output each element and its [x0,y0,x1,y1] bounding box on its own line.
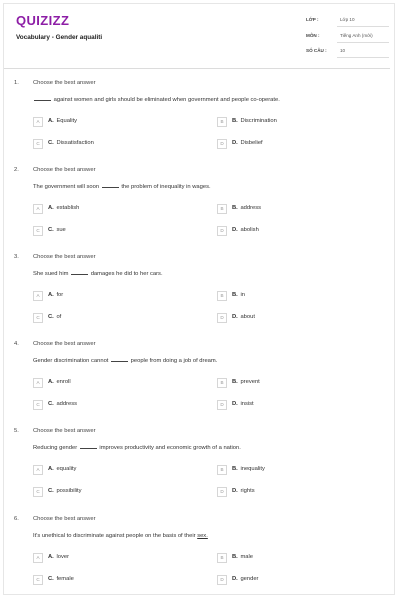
option-label: sue [56,227,66,233]
option-letter: A. [48,554,54,560]
option-label: abolish [240,227,259,233]
question-count-underline [337,57,389,58]
option-box-a[interactable]: A [33,204,43,214]
option-box-d[interactable]: D [217,139,227,149]
option-box-d[interactable]: D [217,400,227,410]
question-text-before: She sued him [33,271,69,277]
class-value: Lớp 10 [340,17,355,22]
question-text [33,445,241,451]
question-text-after: damages he did to her cars. [90,271,163,277]
option-box-d[interactable]: D [217,313,227,323]
option-box-c[interactable]: C [33,139,43,149]
option-box-d[interactable]: D [217,487,227,497]
option-letter: C. [48,576,54,582]
option-label: enroll [56,379,71,385]
question-text-before: Reducing gender [33,445,78,451]
class-label: LỚP : [306,17,319,22]
question-underlined-word: sex. [197,533,208,539]
worksheet-header [4,4,390,69]
question-number: 3. [14,254,19,260]
option-box-d[interactable]: D [217,575,227,585]
option-box-c[interactable]: C [33,575,43,585]
option-letter: D. [232,488,238,494]
question-text [33,271,163,277]
option-label: gender [240,576,259,582]
option-label: female [56,576,74,582]
question-instruction: Choose the best answer [33,254,96,260]
option-box-c[interactable]: C [33,313,43,323]
answer-blank [80,448,97,449]
question-number: 6. [14,516,19,522]
option-label: of [56,314,62,320]
question-count-label: SỐ CÂU : [306,48,327,53]
question-2 [0,167,400,253]
question-1 [0,80,400,166]
option-label: establish [56,205,80,211]
option-label: Equality [56,118,78,124]
option-letter: C. [48,401,54,407]
question-text [33,184,211,190]
option-label: Discrimination [240,118,277,124]
question-number: 4. [14,341,19,347]
answer-blank [102,187,119,188]
question-text-before: The government will soon [33,184,100,190]
option-letter: B. [232,554,238,560]
option-box-c[interactable]: C [33,226,43,236]
question-text-after: improves productivity and economic growth of a nation. [99,445,241,451]
worksheet-title: Vocabulary - Gender aqualiti [16,34,103,41]
option-letter: D. [232,314,238,320]
option-letter: B. [232,379,238,385]
option-box-b[interactable]: B [217,553,227,563]
question-3 [0,254,400,340]
question-instruction: Choose the best answer [33,516,96,522]
option-label: in [240,292,245,298]
option-letter: D. [232,227,238,233]
option-label: inequality [240,466,265,472]
option-label: Dissatisfaction [56,140,94,146]
option-box-c[interactable]: C [33,400,43,410]
option-letter: A. [48,205,54,211]
option-label: possibility [56,488,82,494]
option-label: Disbelief [240,140,263,146]
question-number: 1. [14,80,19,86]
question-number: 5. [14,428,19,434]
option-letter: D. [232,140,238,146]
option-box-a[interactable]: A [33,117,43,127]
question-instruction: Choose the best answer [33,80,96,86]
question-text-plain: It's unethical to discriminate against people on the basis of their [33,533,196,539]
option-box-a[interactable]: A [33,465,43,475]
subject-label: MÔN : [306,33,320,38]
option-box-a[interactable]: A [33,291,43,301]
answer-blank [71,274,88,275]
subject-underline [337,42,389,43]
question-instruction: Choose the best answer [33,167,96,173]
option-label: address [240,205,262,211]
option-label: equality [56,466,77,472]
option-box-c[interactable]: C [33,487,43,497]
option-box-b[interactable]: B [217,378,227,388]
option-box-b[interactable]: B [217,204,227,214]
option-box-a[interactable]: A [33,378,43,388]
option-letter: D. [232,401,238,407]
option-letter: A. [48,118,54,124]
option-letter: C. [48,227,54,233]
answer-blank [111,361,128,362]
question-number: 2. [14,167,19,173]
option-label: insist [240,401,254,407]
question-instruction: Choose the best answer [33,428,96,434]
quizizz-logo: QUIZIZZ [16,13,70,28]
option-label: male [240,554,254,560]
option-letter: B. [232,205,238,211]
question-text-after: the problem of inequality in wages. [121,184,211,190]
option-letter: C. [48,488,54,494]
answer-blank [34,100,51,101]
option-box-b[interactable]: B [217,117,227,127]
option-box-b[interactable]: B [217,465,227,475]
subject-value: Tiếng Anh (mới) [340,33,373,38]
option-letter: A. [48,292,54,298]
option-label: rights [240,488,255,494]
option-label: lover [56,554,70,560]
question-text [33,533,208,539]
option-label: about [240,314,255,320]
option-box-b[interactable]: B [217,291,227,301]
option-letter: C. [48,140,54,146]
option-letter: B. [232,118,238,124]
option-letter: A. [48,379,54,385]
option-label: address [56,401,78,407]
question-4 [0,341,400,427]
question-6 [0,516,400,602]
option-letter: A. [48,466,54,472]
option-label: prevent [240,379,260,385]
question-text-after: people from doing a job of dream. [130,358,218,364]
option-box-d[interactable]: D [217,226,227,236]
question-text-before: Gender discrimination cannot [33,358,109,364]
question-text [33,358,217,364]
question-text-after: against women and girls should be eliminated when government and people co-operate. [53,97,280,103]
option-box-a[interactable]: A [33,553,43,563]
question-text [33,97,280,103]
question-count-value: 10 [340,48,346,53]
option-label: for [56,292,64,298]
question-instruction: Choose the best answer [33,341,96,347]
option-letter: B. [232,292,238,298]
question-5 [0,428,400,514]
class-underline [337,26,389,27]
option-letter: B. [232,466,238,472]
option-letter: D. [232,576,238,582]
option-letter: C. [48,314,54,320]
